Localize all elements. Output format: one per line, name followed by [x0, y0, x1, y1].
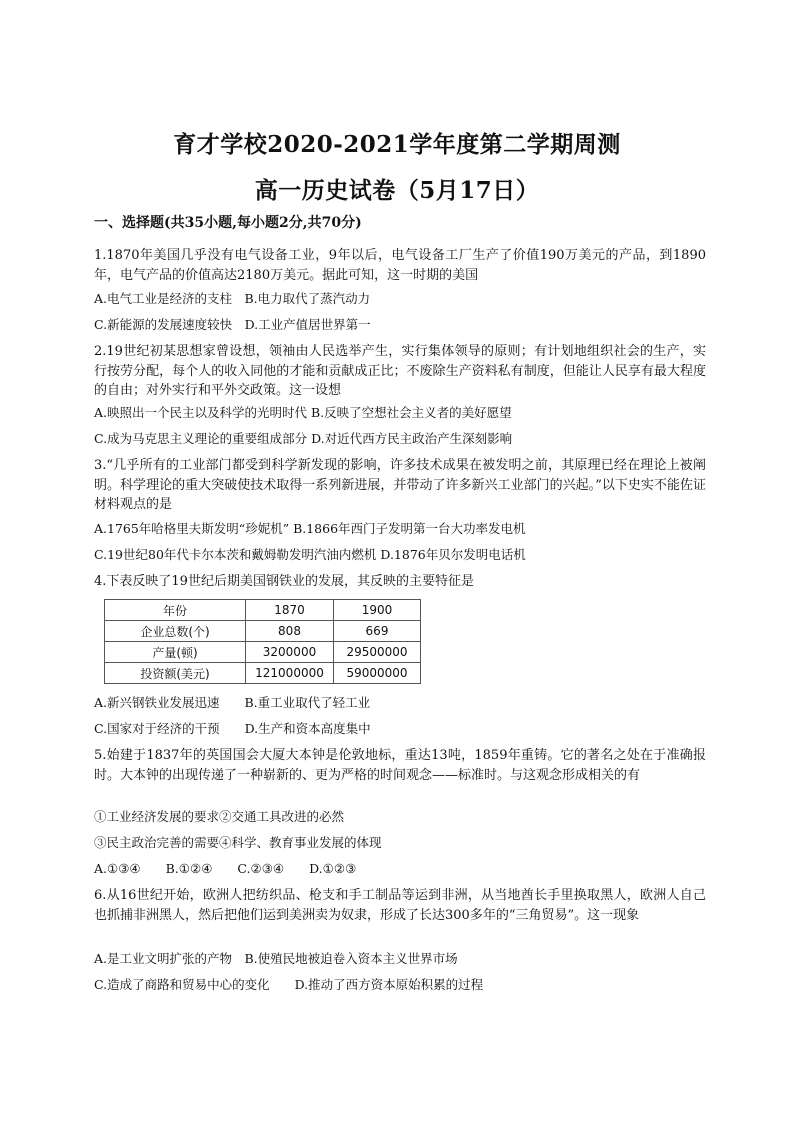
question-6-stem: 6.从16世纪开始，欧洲人把纺织品、枪支和手工制品等运到非洲，从当地酋长手里换取黑人，欧洲人自己也抓捕非洲黑人，然后把他们运到美洲卖为奴隶，形成了长达300多年的“三角贸易”。这一现象: [94, 888, 706, 923]
question-2-stem: 2.19世纪初某思想家曾设想，领袖由人民选举产生，实行集体领导的原则；有计划地组织社会的生产，实行按劳分配，每个人的收入同他的才能和贡献成正比；不废除生产资料私有制度，但能让人民享有最大程度的自由；对外实行和平外交政策。这一设想: [94, 344, 706, 398]
question-6-options-ab: A.是工业文明扩张的产物 B.使殖民地被迫卷入资本主义世界市场: [94, 951, 458, 966]
question-2-options-ab: A.映照出一个民主以及科学的光明时代 B.反映了空想社会主义者的美好愿望: [94, 405, 512, 420]
table-header-row: [105, 600, 421, 621]
table-row: [105, 642, 421, 663]
table-cell: 59000000: [334, 663, 421, 684]
table-cell: 企业总数(个): [105, 621, 246, 642]
table-cell: 808: [246, 621, 334, 642]
table-cell: 669: [334, 621, 421, 642]
exam-title: 育才学校2020-2021学年度第二学期周测: [173, 131, 621, 158]
question-3-options-ab: A.1765年哈格里夫斯发明“珍妮机” B.1866年西门子发明第一台大功率发电机: [94, 521, 526, 536]
question-1-stem: 1.1870年美国几乎没有电气设备工业，9年以后，电气设备工厂生产了价值190万美元的产品，到1890年，电气产品的价值高达2180万美元。据此可知，这一时期的美国: [94, 248, 706, 283]
question-1-options-cd: C.新能源的发展速度较快 D.工业产值居世界第一: [94, 317, 371, 332]
exam-subtitle: 高一历史试卷（5月17日）: [254, 177, 540, 204]
table-cell: 121000000: [246, 663, 334, 684]
table-header-cell: 1870: [246, 600, 334, 621]
question-3-stem: 3.“几乎所有的工业部门都受到科学新发现的影响，许多技术成果在被发明之前，其原理已经在理论上被阐明。科学理论的重大突破使技术取得一系列新进展，并带动了许多新兴工业部门的兴起。”以下史实不能佐证材料观点的是: [94, 458, 706, 512]
table-cell: 投资额(美元): [105, 663, 246, 684]
question-3-options-cd: C.19世纪80年代卡尔本茨和戴姆勒发明汽油内燃机 D.1876年贝尔发明电话机: [94, 547, 526, 562]
question-4-options-ab: A.新兴钢铁业发展迅速 B.重工业取代了轻工业: [94, 695, 371, 710]
section-heading: 一、选择题(共35小题,每小题2分,共70分): [94, 215, 362, 231]
table-header-cell: 1900: [334, 600, 421, 621]
question-4-stem: 4.下表反映了19世纪后期美国钢铁业的发展，其反映的主要特征是: [94, 574, 474, 589]
table-cell: 29500000: [334, 642, 421, 663]
table-row: [105, 663, 421, 684]
question-5-statements-34: ③民主政治完善的需要④科学、教育事业发展的体现: [94, 835, 382, 850]
question-6-options-cd: C.造成了商路和贸易中心的变化 D.推动了西方资本原始积累的过程: [94, 977, 484, 992]
question-5-statements-12: ①工业经济发展的要求②交通工具改进的必然: [94, 809, 345, 824]
question-4-options-cd: C.国家对于经济的干预 D.生产和资本高度集中: [94, 721, 371, 736]
table-header-cell: 年份: [105, 600, 246, 621]
question-2-options-cd: C.成为马克思主义理论的重要组成部分 D.对近代西方民主政治产生深刻影响: [94, 431, 513, 446]
question-5-stem: 5.始建于1837年的英国国会大厦大本钟是伦敦地标，重达13吨，1859年重铸。它的著名之处在于准确报时。大本钟的出现传递了一种崭新的、更为严格的时间观念——标准时。与这观念形成相关的有: [94, 748, 706, 783]
question-1-options-ab: A.电气工业是经济的支柱 B.电力取代了蒸汽动力: [94, 291, 371, 306]
steel-industry-table: [104, 599, 421, 684]
table-cell: 3200000: [246, 642, 334, 663]
table-row: [105, 621, 421, 642]
table-cell: 产量(顿): [105, 642, 246, 663]
question-5-options: A.①③④ B.①②④ C.②③④ D.①②③: [94, 861, 357, 876]
